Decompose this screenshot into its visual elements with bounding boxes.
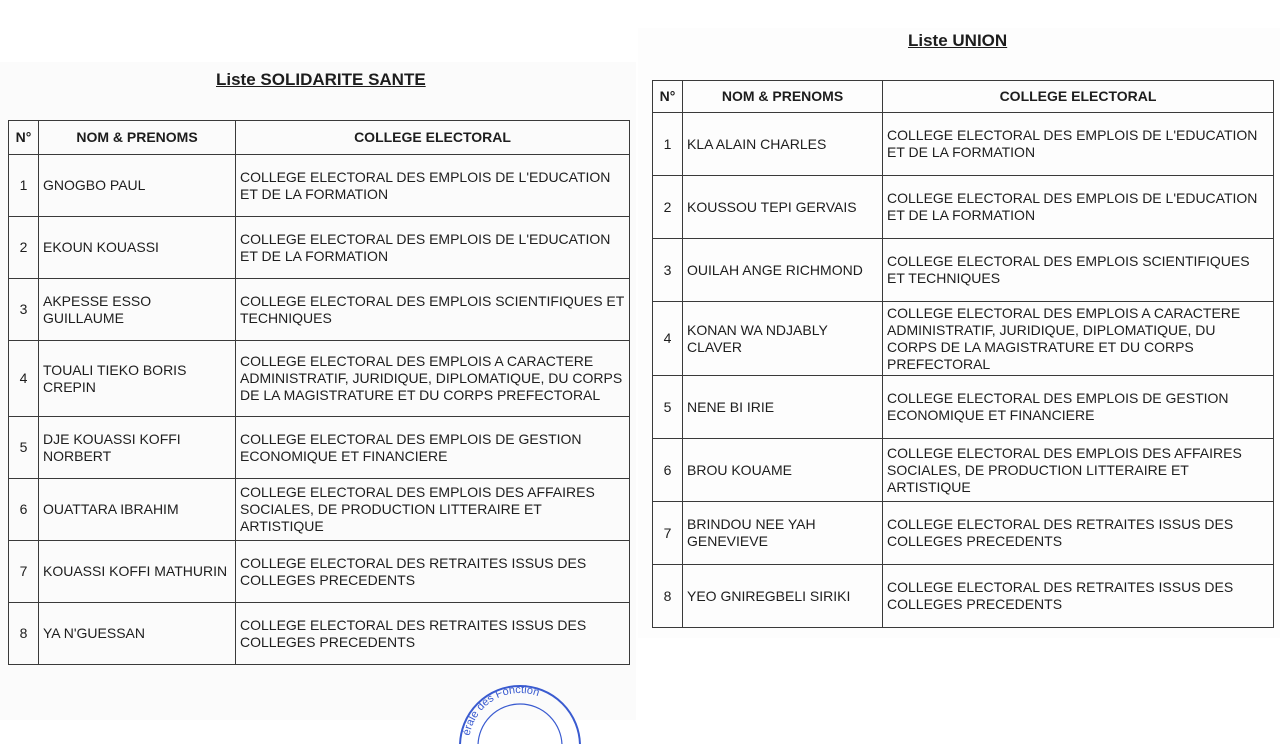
college-name: COLLEGE ELECTORAL DES RETRAITES ISSUS DES COLLEGES PRECEDENTS xyxy=(883,565,1274,628)
table-row xyxy=(653,176,1274,239)
table-row xyxy=(9,155,630,217)
row-number: 5 xyxy=(9,417,39,479)
row-number: 1 xyxy=(9,155,39,217)
college-header: COLLEGE ELECTORAL xyxy=(883,81,1274,113)
member-name: EKOUN KOUASSI xyxy=(39,217,236,279)
name-header: NOM & PRENOMS xyxy=(39,121,236,155)
member-name: KONAN WA NDJABLY CLAVER xyxy=(683,302,883,376)
college-name: COLLEGE ELECTORAL DES EMPLOIS DE GESTION ECONOMIQUE ET FINANCIERE xyxy=(236,417,630,479)
table-row xyxy=(653,565,1274,628)
member-name: GNOGBO PAUL xyxy=(39,155,236,217)
table-row xyxy=(9,417,630,479)
table-row xyxy=(9,341,630,417)
table-row xyxy=(9,603,630,665)
row-number: 4 xyxy=(9,341,39,417)
official-stamp xyxy=(455,684,585,744)
member-name: KOUSSOU TEPI GERVAIS xyxy=(683,176,883,239)
number-header: N° xyxy=(9,121,39,155)
college-header: COLLEGE ELECTORAL xyxy=(236,121,630,155)
table-row xyxy=(9,541,630,603)
table-row xyxy=(653,302,1274,376)
college-name: COLLEGE ELECTORAL DES RETRAITES ISSUS DES COLLEGES PRECEDENTS xyxy=(236,541,630,603)
row-number: 3 xyxy=(653,239,683,302)
row-number: 4 xyxy=(653,302,683,376)
member-name: KLA ALAIN CHARLES xyxy=(683,113,883,176)
table-row xyxy=(653,376,1274,439)
college-name: COLLEGE ELECTORAL DES EMPLOIS DES AFFAIRES SOCIALES, DE PRODUCTION LITTERAIRE ET ARTISTIQUE xyxy=(883,439,1274,502)
member-name: YA N'GUESSAN xyxy=(39,603,236,665)
college-name: COLLEGE ELECTORAL DES EMPLOIS A CARACTERE ADMINISTRATIF, JURIDIQUE, DIPLOMATIQUE, DU CORPS DE LA MAGISTRATURE ET DU CORPS PREFECTORAL xyxy=(236,341,630,417)
table-row xyxy=(9,279,630,341)
member-name: BROU KOUAME xyxy=(683,439,883,502)
member-name: BRINDOU NEE YAH GENEVIEVE xyxy=(683,502,883,565)
table-row xyxy=(653,502,1274,565)
row-number: 2 xyxy=(653,176,683,239)
college-name: COLLEGE ELECTORAL DES EMPLOIS DE L'EDUCATION ET DE LA FORMATION xyxy=(883,176,1274,239)
row-number: 2 xyxy=(9,217,39,279)
college-name: COLLEGE ELECTORAL DES EMPLOIS DE L'EDUCATION ET DE LA FORMATION xyxy=(883,113,1274,176)
table-row xyxy=(653,239,1274,302)
row-number: 6 xyxy=(653,439,683,502)
college-name: COLLEGE ELECTORAL DES EMPLOIS DE L'EDUCATION ET DE LA FORMATION xyxy=(236,155,630,217)
member-name: TOUALI TIEKO BORIS CREPIN xyxy=(39,341,236,417)
table-row xyxy=(653,113,1274,176)
row-number: 7 xyxy=(653,502,683,565)
college-name: COLLEGE ELECTORAL DES EMPLOIS DE L'EDUCATION ET DE LA FORMATION xyxy=(236,217,630,279)
member-name: KOUASSI KOFFI MATHURIN xyxy=(39,541,236,603)
row-number: 3 xyxy=(9,279,39,341)
solidarite-sante-list-page xyxy=(0,62,636,720)
row-number: 8 xyxy=(9,603,39,665)
number-header: N° xyxy=(653,81,683,113)
solidarite-sante-table xyxy=(8,120,630,665)
member-name: AKPESSE ESSO GUILLAUME xyxy=(39,279,236,341)
table-row xyxy=(653,439,1274,502)
member-name: OUILAH ANGE RICHMOND xyxy=(683,239,883,302)
college-name: COLLEGE ELECTORAL DES EMPLOIS DE GESTION ECONOMIQUE ET FINANCIERE xyxy=(883,376,1274,439)
member-name: YEO GNIREGBELI SIRIKI xyxy=(683,565,883,628)
table-header-row xyxy=(9,121,630,155)
list-title: Liste UNION xyxy=(908,31,1008,50)
college-name: COLLEGE ELECTORAL DES EMPLOIS DES AFFAIRES SOCIALES, DE PRODUCTION LITTERAIRE ET ARTISTIQUE xyxy=(236,479,630,541)
table-row xyxy=(9,217,630,279)
row-number: 7 xyxy=(9,541,39,603)
name-header: NOM & PRENOMS xyxy=(683,81,883,113)
member-name: OUATTARA IBRAHIM xyxy=(39,479,236,541)
union-table xyxy=(652,80,1274,628)
union-list-page xyxy=(638,28,1280,638)
row-number: 5 xyxy=(653,376,683,439)
stamp-inner-ring xyxy=(478,704,562,744)
member-name: DJE KOUASSI KOFFI NORBERT xyxy=(39,417,236,479)
row-number: 6 xyxy=(9,479,39,541)
list-title: Liste SOLIDARITE SANTE xyxy=(216,70,426,89)
college-name: COLLEGE ELECTORAL DES EMPLOIS SCIENTIFIQUES ET TECHNIQUES xyxy=(883,239,1274,302)
table-header-row xyxy=(653,81,1274,113)
college-name: COLLEGE ELECTORAL DES EMPLOIS A CARACTERE ADMINISTRATIF, JURIDIQUE, DIPLOMATIQUE, DU CORPS DE LA MAGISTRATURE ET DU CORPS PREFECTORAL xyxy=(883,302,1274,376)
college-name: COLLEGE ELECTORAL DES RETRAITES ISSUS DES COLLEGES PRECEDENTS xyxy=(883,502,1274,565)
row-number: 1 xyxy=(653,113,683,176)
member-name: NENE BI IRIE xyxy=(683,376,883,439)
stamp-text: érale des Fonction xyxy=(460,684,541,737)
college-name: COLLEGE ELECTORAL DES EMPLOIS SCIENTIFIQUES ET TECHNIQUES xyxy=(236,279,630,341)
college-name: COLLEGE ELECTORAL DES RETRAITES ISSUS DES COLLEGES PRECEDENTS xyxy=(236,603,630,665)
row-number: 8 xyxy=(653,565,683,628)
table-row xyxy=(9,479,630,541)
